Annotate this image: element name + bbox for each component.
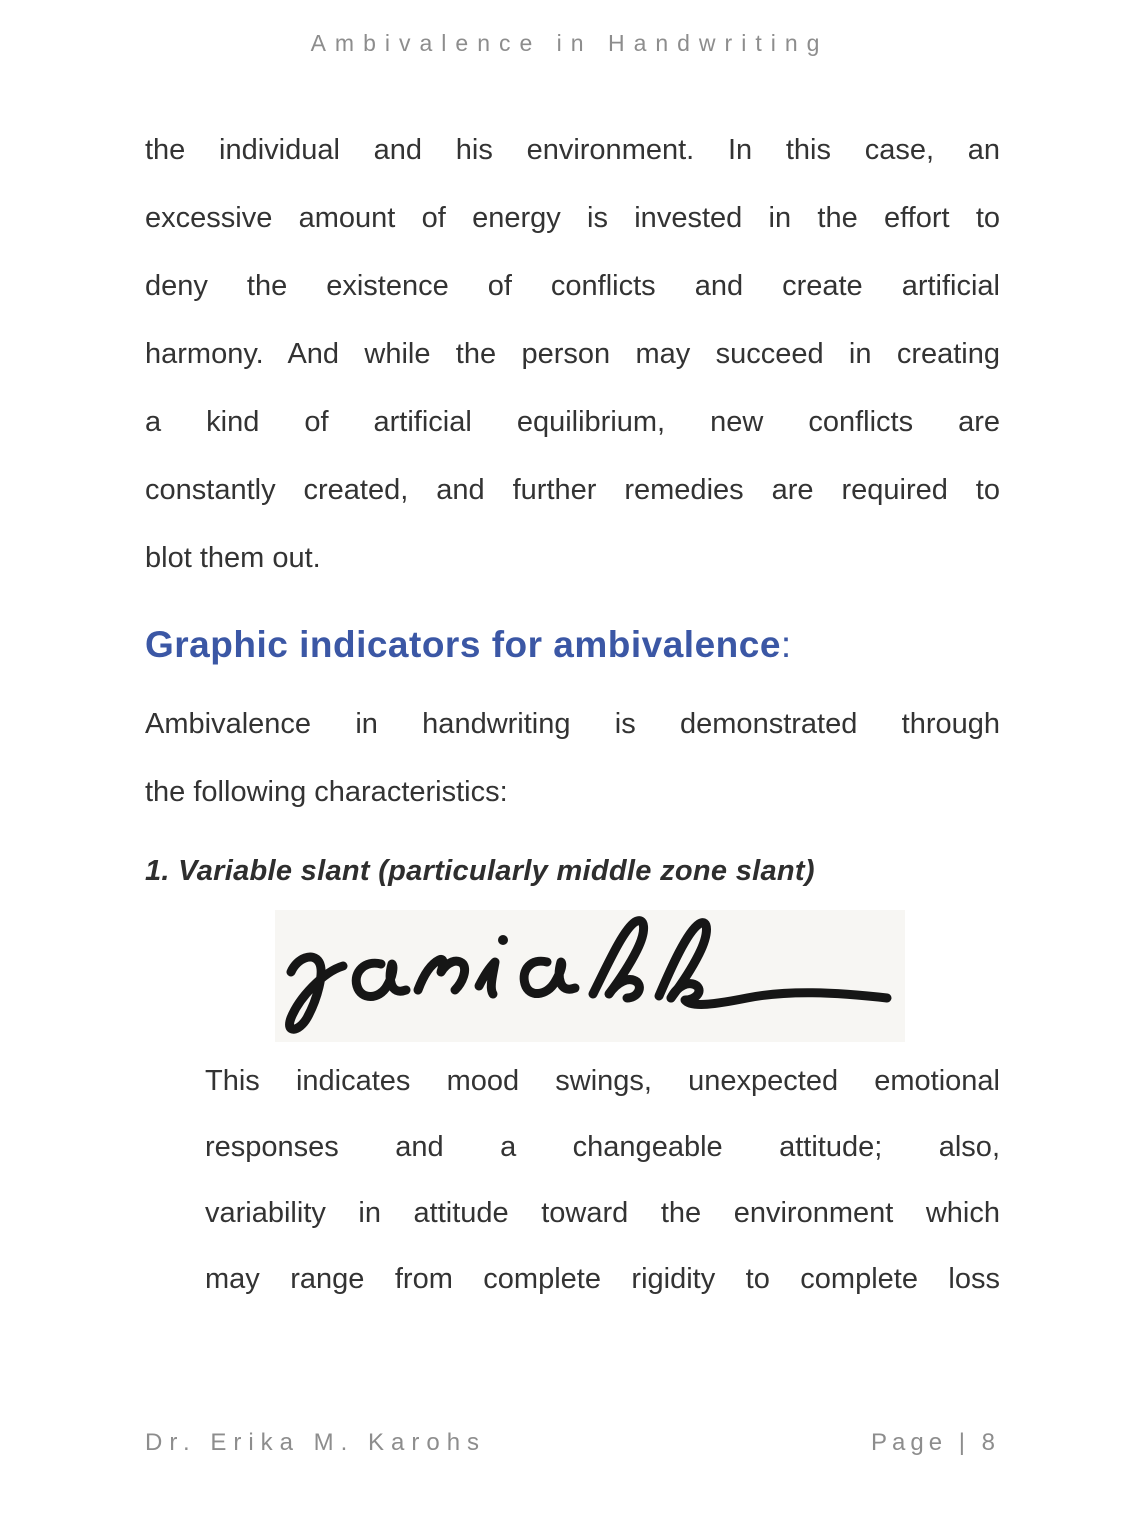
paragraph-line: responses and a changeable attitude; also, [205,1131,1000,1163]
running-header: Ambivalence in Handwriting [310,30,829,56]
page-content [145,116,1000,1312]
section-heading-label: Graphic indicators for ambivalence [145,624,781,665]
paragraph-line: This indicates mood swings, unexpected emotional [205,1065,1000,1097]
paragraph-line: deny the existence of conflicts and create artificial [145,270,1000,302]
body-paragraph-3 [145,1048,1000,1312]
paragraph-line: blot them out. [145,542,321,574]
section-heading [145,618,1000,672]
paragraph-line: may range from complete rigidity to complete loss [205,1263,1000,1295]
paragraph-line: harmony. And while the person may succeed in creating [145,338,1000,370]
paragraph-line: variability in attitude toward the environment which [205,1197,1000,1229]
body-paragraph-2 [145,690,1000,826]
numbered-item-1-variable-slant: 1. Variable slant (particularly middle zone slant) [145,855,815,887]
footer-author: Dr. Erika M. Karohs [145,1429,487,1456]
paragraph-line: a kind of artificial equilibrium, new conflicts are [145,406,1000,438]
paragraph-line: the following characteristics: [145,776,508,808]
paragraph-line: the individual and his environment. In this case, an [145,134,1000,166]
handwriting-sample-image [275,910,905,1042]
cursive-variable-handwriting [275,910,905,1042]
paragraph-line: constantly created, and further remedies are required to [145,474,1000,506]
footer-page-number: Page | 8 [871,1429,1000,1456]
body-paragraph-1 [145,116,1000,592]
paragraph-line: excessive amount of energy is invested in the effort to [145,202,1000,234]
page-footer [145,1428,1000,1458]
paragraph-line: Ambivalence in handwriting is demonstrated through [145,708,1000,740]
section-heading-colon: : [780,624,792,665]
